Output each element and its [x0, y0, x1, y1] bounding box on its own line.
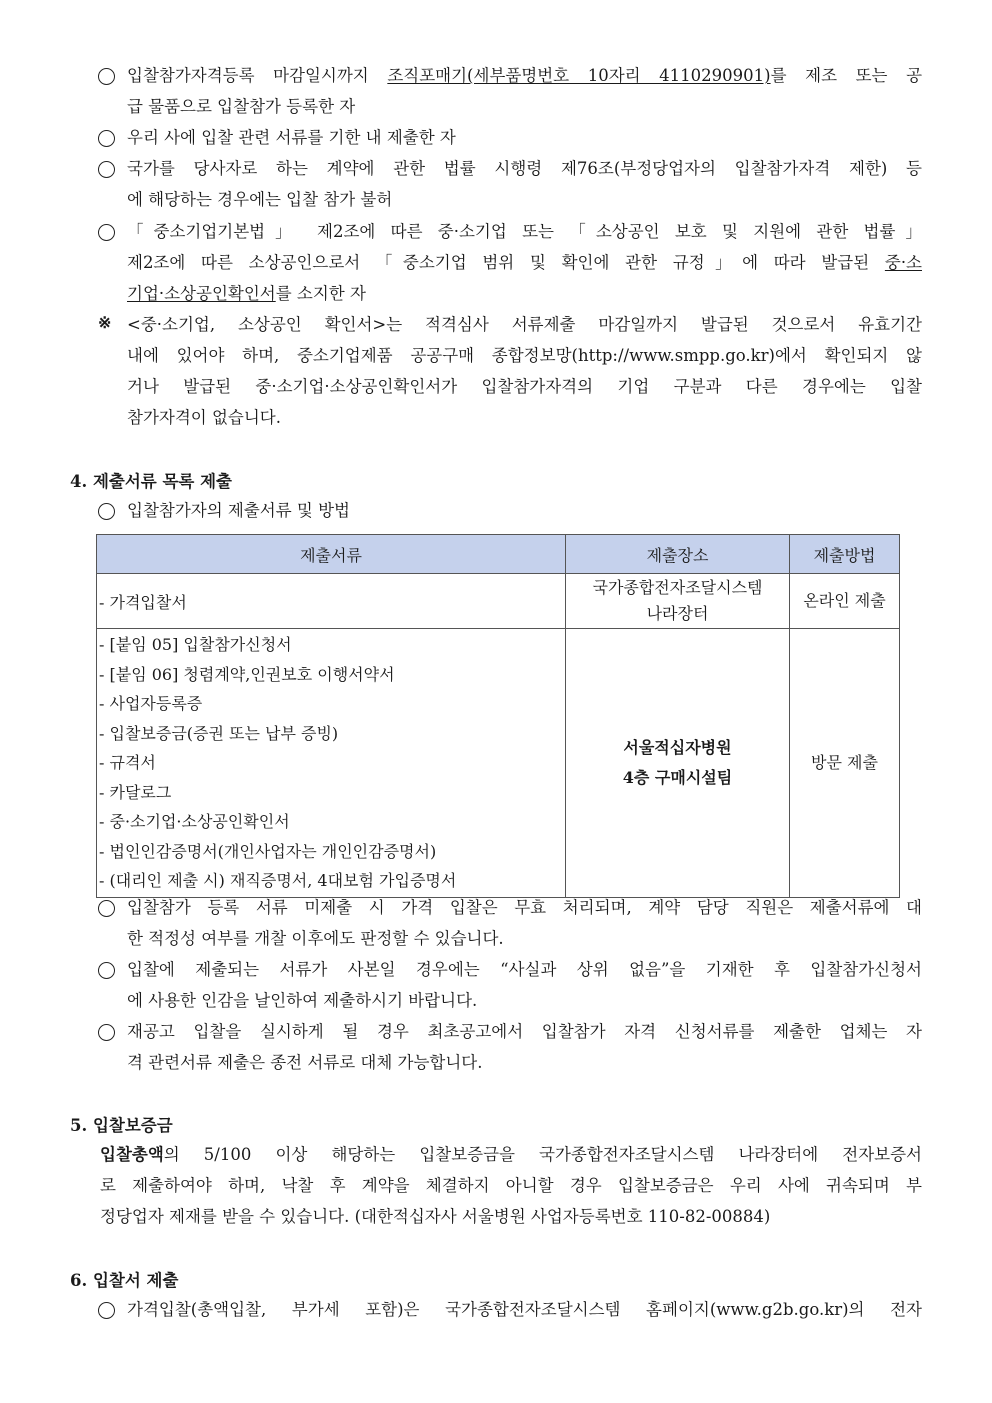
section-5-heading: 5. 입찰보증금: [70, 1116, 173, 1135]
note-line-3: 거나 발급된 중·소기업·소상공인확인서가 입찰참가자격의 기업 구분과 다른 경우에는 입찰: [127, 377, 922, 396]
qualification-4-line-2: 제2조에 따른 소상공인으로서 「중소기업 범위 및 확인에 관한 규정」에 따라 발급된 중·소: [127, 253, 922, 272]
list-item: - 규격서: [99, 753, 156, 772]
row2-place: 서울적십자병원 4층 구매시설팀: [566, 629, 790, 898]
circle-bullet-icon: [98, 68, 115, 85]
header-place: 제출장소: [566, 535, 790, 574]
table-row: [97, 629, 900, 898]
circle-bullet-icon: [98, 224, 115, 241]
note-mark-icon: ※: [98, 313, 112, 332]
row1-place: 국가종합전자조달시스템 나라장터: [566, 574, 790, 629]
circle-bullet-icon: [98, 1302, 115, 1319]
section-4-note-2-line-1: 입찰에 제출되는 서류가 사본일 경우에는 “사실과 상위 없음”을 기재한 후 입찰참가신청서: [127, 960, 922, 979]
note-line-4: 참가자격이 없습니다.: [127, 408, 281, 427]
list-item: - 사업자등록증: [99, 694, 203, 713]
circle-bullet-icon: [98, 503, 115, 520]
list-item: - [붙임 06] 청렴계약,인권보호 이행서약서: [99, 664, 395, 684]
section-6-line-1: 가격입찰(총액입찰, 부가세 포함)은 국가종합전자조달시스템 홈페이지(www.g2b.go.kr)의 전자: [127, 1300, 922, 1319]
list-item: - 카달로그: [99, 782, 172, 802]
qualification-2-line-1: 우리 사에 입찰 관련 서류를 기한 내 제출한 자: [127, 128, 456, 147]
section-4-note-1-line-1: 입찰참가 등록 서류 미제출 시 가격 입찰은 무효 처리되며, 계약 담당 직원은 제출서류에 대: [127, 898, 922, 917]
list-item: - (대리인 제출 시) 재직증명서, 4대보험 가입증명서: [99, 871, 457, 890]
item-name-underlined: 조직포매기(세부품명번호 10자리 4110290901): [387, 66, 771, 85]
note-line-2: 내에 있어야 하며, 중소기업제품 공공구매 종합정보망(http://www.smpp.go.kr)에서 확인되지 않: [127, 346, 922, 365]
section-4-note-2-line-2: 에 사용한 인감을 날인하여 제출하시기 바랍니다.: [127, 991, 478, 1010]
qualification-1-line-1: 입찰참가자격등록 마감일시까지 조직포매기(세부품명번호 10자리 4110290901)를 제조 또는 공: [127, 66, 923, 85]
section-4-note-3-line-2: 격 관련서류 제출은 종전 서류로 대체 가능합니다.: [127, 1053, 483, 1072]
section-4-note-1-line-2: 한 적정성 여부를 개찰 이후에도 판정할 수 있습니다.: [127, 929, 504, 948]
list-item: - 중·소기업·소상공인확인서: [99, 812, 290, 831]
qualification-3-line-2: 에 해당하는 경우에는 입찰 참가 불허: [127, 190, 393, 209]
section-5-line-3: 정당업자 제재를 받을 수 있습니다. (대한적십자사 서울병원 사업자등록번호 110-82-00884): [100, 1207, 771, 1226]
circle-bullet-icon: [98, 962, 115, 979]
section-4-intro: 입찰참가자의 제출서류 및 방법: [127, 501, 350, 520]
row1-method: 온라인 제출: [790, 574, 900, 629]
list-item: - 입찰보증금(증권 또는 납부 증빙): [99, 723, 339, 743]
circle-bullet-icon: [98, 1024, 115, 1041]
qualification-1-line-2: 급 물품으로 입찰참가 등록한 자: [127, 97, 356, 116]
circle-bullet-icon: [98, 161, 115, 178]
note-line-1: <중·소기업, 소상공인 확인서>는 적격심사 서류제출 마감일까지 발급된 것으로서 유효기간: [127, 315, 922, 334]
submission-documents-table: [96, 534, 900, 898]
section-5-line-1: 입찰총액의 5/100 이상 해당하는 입찰보증금을 국가종합전자조달시스템 나라장터에 전자보증서: [100, 1145, 922, 1164]
qualification-3-line-1: 국가를 당사자로 하는 계약에 관한 법률 시행령 제76조(부정당업자의 입찰참가자격 제한) 등: [127, 159, 922, 178]
qualification-4-line-3: 기업·소상공인확인서를 소지한 자: [127, 284, 366, 303]
row2-method: 방문 제출: [790, 629, 900, 898]
list-item: - 법인인감증명서(개인사업자는 개인인감증명서): [99, 841, 437, 861]
circle-bullet-icon: [98, 900, 115, 917]
row1-doc: - 가격입찰서: [97, 574, 566, 629]
table-header-row: [97, 535, 900, 574]
row2-docs-list: [97, 629, 566, 898]
section-6-heading: 6. 입찰서 제출: [70, 1271, 179, 1290]
header-method: 제출방법: [790, 535, 900, 574]
qualification-4-line-1: 「중소기업기본법」 제2조에 따른 중·소기업 또는 「소상공인 보호 및 지원에 관한 법률」: [127, 222, 922, 241]
list-item: - [붙임 05] 입찰참가신청서: [99, 635, 292, 654]
circle-bullet-icon: [98, 130, 115, 147]
section-4-heading: 4. 제출서류 목록 제출: [70, 472, 232, 491]
section-4-note-3-line-1: 재공고 입찰을 실시하게 될 경우 최초공고에서 입찰참가 자격 신청서류를 제출한 업체는 자: [127, 1022, 922, 1041]
section-5-line-2: 로 제출하여야 하며, 낙찰 후 계약을 체결하지 아니할 경우 입찰보증금은 우리 사에 귀속되며 부: [100, 1176, 922, 1195]
table-row: [97, 574, 900, 629]
header-documents: 제출서류: [97, 535, 566, 574]
